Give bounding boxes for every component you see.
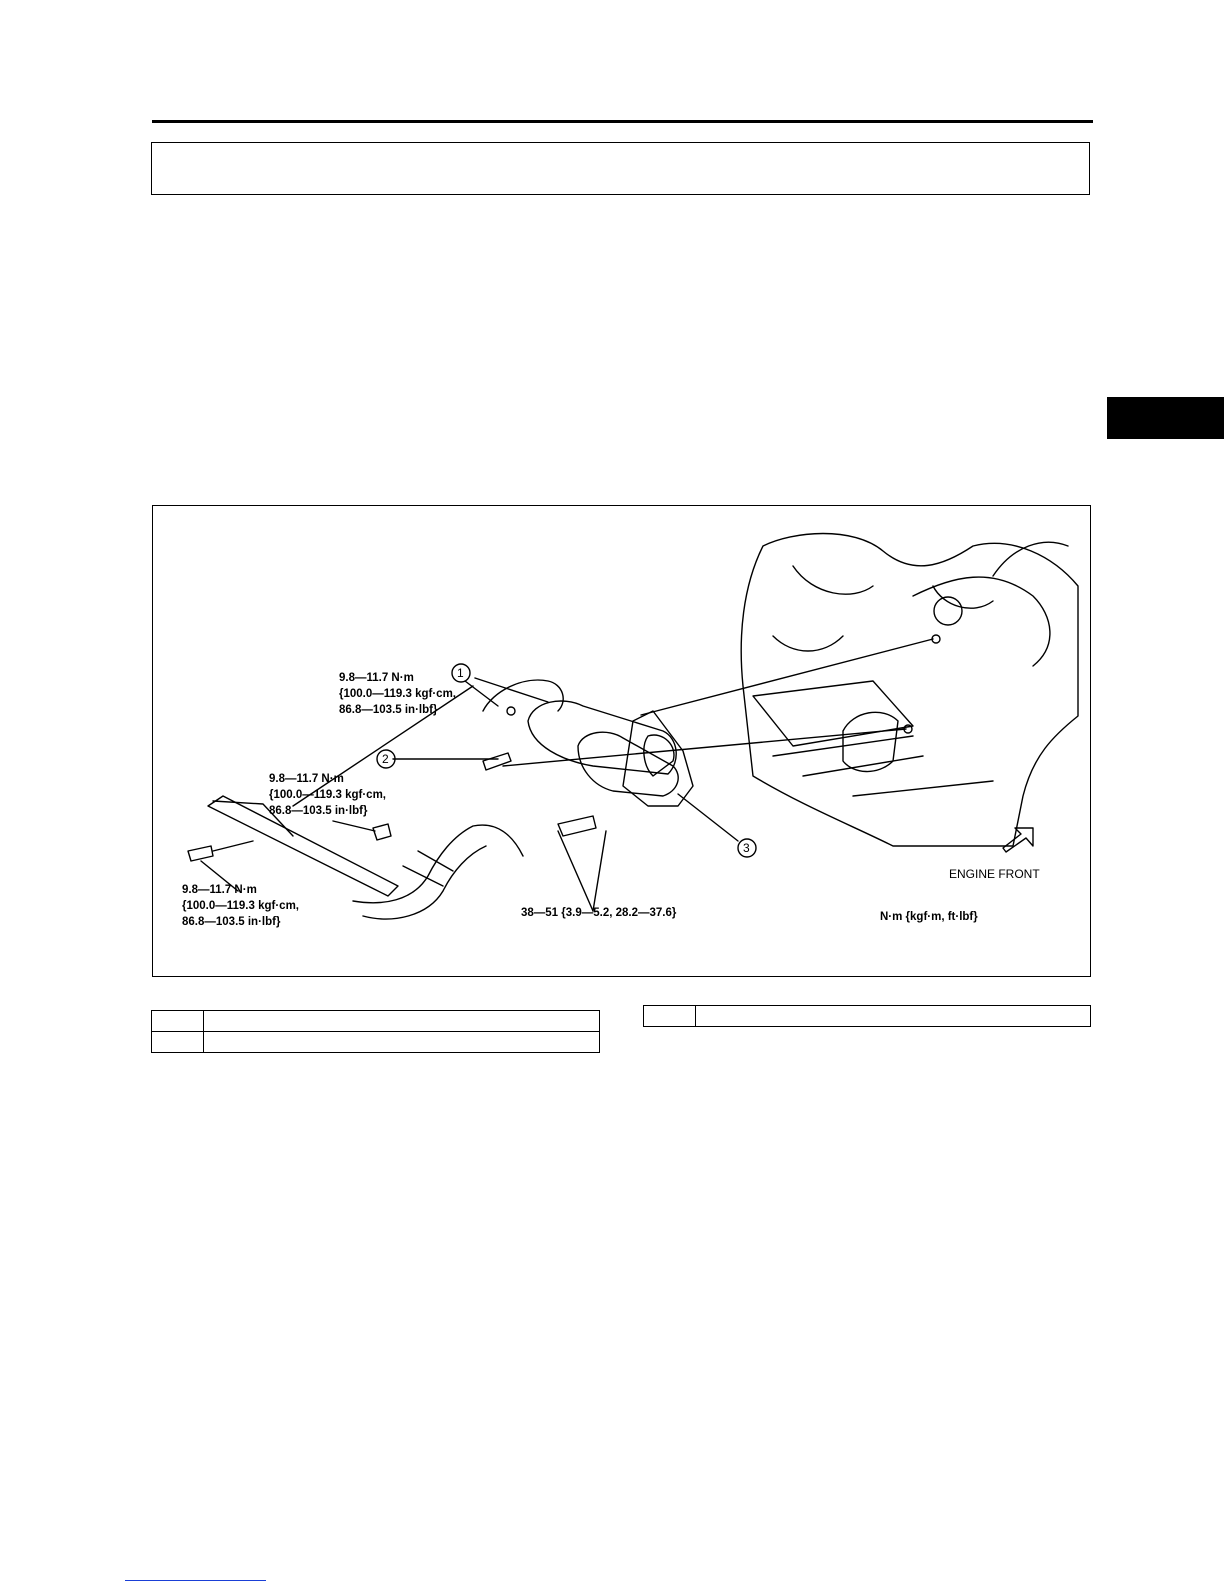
pipe-bolt-line: [213, 841, 253, 851]
upper-bolt-line: [641, 639, 933, 715]
legend-table-left: [151, 1010, 600, 1053]
callout-3-number: 3: [743, 841, 750, 855]
mount-bolt-torque-label: 38—51 {3.9—5.2, 28.2—37.6}: [521, 907, 677, 919]
starter-terminal-nut: [507, 707, 515, 715]
legend-text-cell: [204, 1011, 600, 1032]
legend-text-cell: [204, 1032, 600, 1053]
clamp: [403, 851, 453, 886]
torque-line: 9.8—11.7 N·m: [339, 672, 414, 684]
leader-mount-bolt-a: [558, 831, 593, 911]
torque-line: 86.8—103.5 in·lbf}: [339, 704, 438, 716]
engine-block-outline: [741, 534, 1078, 847]
callout-2-number: 2: [382, 752, 389, 766]
leader-callout-1: [475, 678, 548, 702]
torque-label-nut: [269, 771, 386, 819]
legend-row: [644, 1006, 1091, 1027]
torque-line: {100.0—119.3 kgf·cm,: [339, 688, 456, 700]
units-note: N·m {kgf·m, ft·lbf}: [880, 911, 978, 923]
engine-front-arrow: [1003, 828, 1033, 852]
pipe-bolt: [188, 846, 213, 861]
torque-line: 86.8—103.5 in·lbf}: [269, 805, 368, 817]
torque-label-terminal-nut: [339, 670, 456, 718]
nut: [373, 824, 391, 840]
torque-line: {100.0—119.3 kgf·cm,: [182, 900, 299, 912]
engine-hoses: [773, 542, 1068, 666]
header-rule: [152, 120, 1093, 123]
lower-bolt-line: [503, 729, 906, 766]
legend-table-right: [643, 1005, 1091, 1027]
starter-pinion-housing: [644, 735, 674, 776]
legend-row: [152, 1011, 600, 1032]
legend-row: [152, 1032, 600, 1053]
callout-1-number: 1: [457, 666, 464, 680]
section-tab: [1107, 397, 1224, 439]
leader-callout-3: [678, 794, 738, 841]
starter-removal-figure: [152, 505, 1091, 977]
torque-line: {100.0—119.3 kgf·cm,: [269, 789, 386, 801]
legend-number-cell: [152, 1032, 204, 1053]
torque-line: 9.8—11.7 N·m: [269, 773, 344, 785]
legend-number-cell: [152, 1011, 204, 1032]
leader-mount-bolt-b: [593, 831, 606, 911]
leader-torque-middle: [333, 821, 375, 831]
legend-number-cell: [644, 1006, 696, 1027]
stud-bolt: [483, 753, 511, 770]
footer-link-underline[interactable]: [125, 1580, 266, 1581]
engine-front-label: ENGINE FRONT: [949, 867, 1040, 881]
torque-line: 9.8—11.7 N·m: [182, 884, 257, 896]
title-box: [151, 142, 1090, 195]
starter-flange: [623, 711, 693, 806]
legend-text-cell: [696, 1006, 1091, 1027]
leader-torque-upper: [465, 681, 498, 706]
starter-solenoid: [578, 732, 678, 796]
torque-label-bracket-bolt: [182, 882, 299, 930]
pipe-hose-outer: [363, 846, 486, 919]
mount-bolt: [558, 816, 596, 836]
torque-line: 86.8—103.5 in·lbf}: [182, 916, 281, 928]
